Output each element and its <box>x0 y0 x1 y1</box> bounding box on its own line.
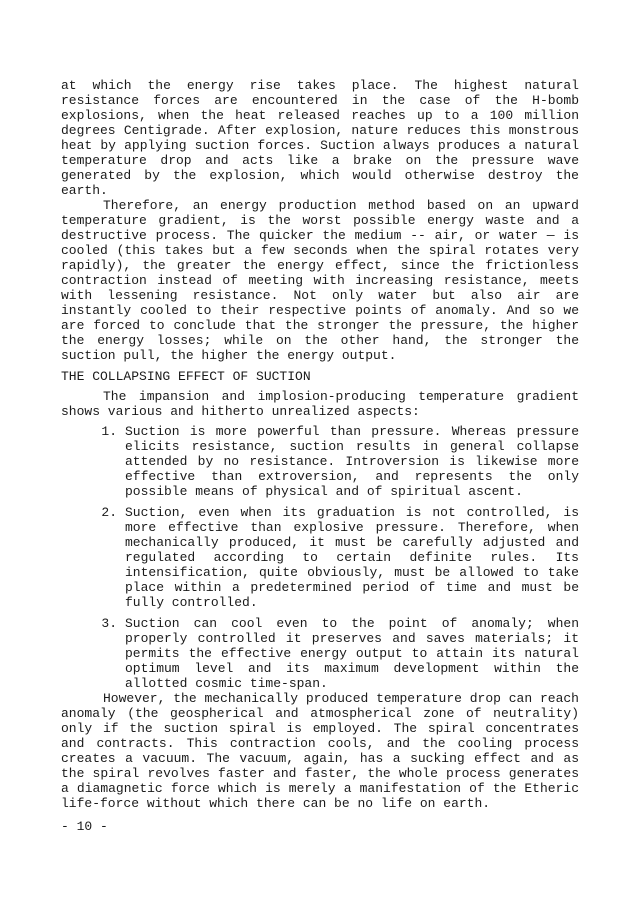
temperature-gradient-paragraph: The impansion and implosion-producing temperature gradient shows various and hitherto unrealized aspects: <box>61 389 579 419</box>
spiral-paragraph: However, the mechanically produced temperature drop can reach anomaly (the geospherical and atmospherical zone of neutrality) only if the suction spiral is employed. The spiral concentrates and contracts. This contraction cools, and the cooling process creates a vacuum. The vacuum, again, has a sucking effect and as the spiral revolves faster and faster, the whole process generates a diamagnetic force which is merely a manifestation of the Etheric life-force without which there can be no life on earth. <box>61 691 579 811</box>
section-heading: THE COLLAPSING EFFECT OF SUCTION <box>61 369 311 384</box>
list-item-text: Suction is more powerful than pressure. Whereas pressure elicits resistance, suction results in general collapse attended by no resistance. Introversion is likewise more effective than extroversion, and represents the only possible means of physical and of spiritual ascent. <box>125 424 579 499</box>
list-item-number: 3. <box>101 616 117 631</box>
energy-gradient-paragraph: Therefore, an energy production method based on an upward temperature gradient, is the worst possible energy waste and a destructive process. The quicker the medium -- air, or water — is cooled (this takes but a few seconds when the spiral rotates very rapidly), the greater the energy effect, since the frictionless contraction instead of meeting with increasing resistance, meets with lessening resistance. Not only water but also air are instantly cooled to their respective points of anomaly. And so we are forced to conclude that the stronger the pressure, the higher the energy losses; while on the other hand, the stronger the suction pull, the higher the energy output. <box>61 198 579 363</box>
intro-paragraph: at which the energy rise takes place. The highest natural resistance forces are encountered in the case of the H-bomb explosions, when the heat released reaches up to a 100 million degrees Centigrade. After explosion, nature reduces this monstrous heat by applying suction forces. Suction always produces a natural temperature drop and acts like a brake on the pressure wave generated by the explosion, which would otherwise destroy the earth. <box>61 78 579 198</box>
list-item <box>61 424 579 499</box>
list-item-text: Suction, even when its graduation is not controlled, is more effective than explosive pressure. Therefore, when mechanically produced, it must be carefully adjusted and regulated according to certain definite rules. Its intensification, quite obviously, must be allowed to take place within a predetermined period of time and must be fully controlled. <box>125 505 579 610</box>
document-page <box>61 78 579 834</box>
list-item <box>61 505 579 610</box>
list-item-number: 1. <box>101 424 117 439</box>
page-number: - 10 - <box>61 819 108 834</box>
list-item-text: Suction can cool even to the point of anomaly; when properly controlled it preserves and saves materials; it permits the effective energy output to attain its natural optimum level and its maximum development within the allotted cosmic time-span. <box>125 616 579 691</box>
list-item <box>61 616 579 691</box>
list-item-number: 2. <box>101 505 117 520</box>
numbered-points-list <box>61 424 579 691</box>
